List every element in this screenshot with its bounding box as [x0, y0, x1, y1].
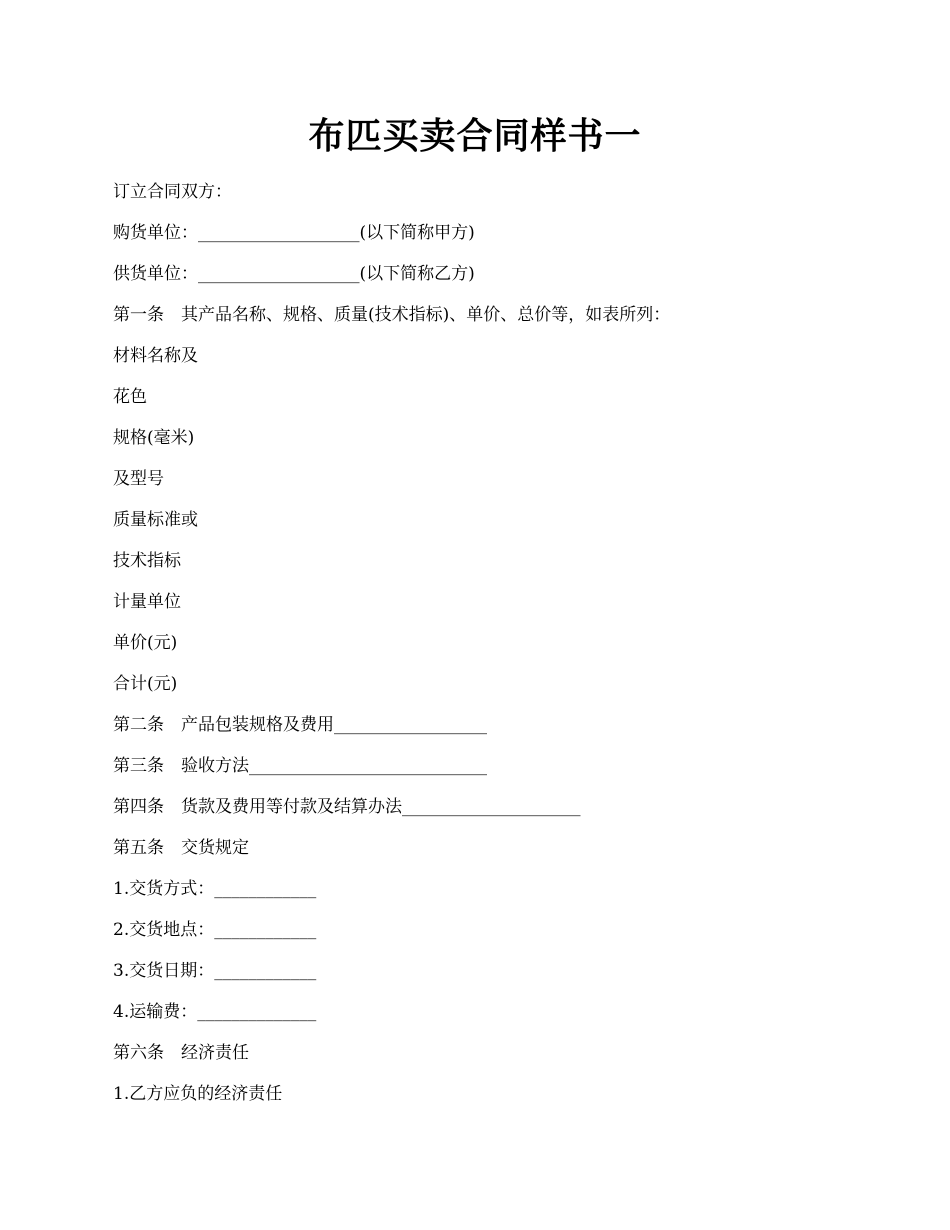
paragraph-buyer: 购货单位：___________________(以下简称甲方) [113, 223, 475, 243]
paragraph-supplier: 供货单位：___________________(以下简称乙方) [113, 264, 475, 284]
document-body [113, 180, 873, 1123]
table-header-quality-standard: 质量标准或 [113, 510, 198, 530]
table-header-total: 合计(元) [113, 674, 178, 694]
article-6: 第六条 经济责任 [113, 1043, 249, 1063]
table-header-model: 及型号 [113, 469, 164, 489]
article-4: 第四条 货款及费用等付款及结算办法_____________________ [113, 797, 581, 817]
table-header-spec: 规格(毫米) [113, 428, 195, 448]
table-header-technical-index: 技术指标 [113, 551, 181, 571]
document-title: 布匹买卖合同样书一 [308, 115, 642, 157]
delivery-method: 1.交货方式：____________ [113, 879, 317, 899]
delivery-location: 2.交货地点：____________ [113, 920, 317, 940]
table-header-unit-price: 单价(元) [113, 633, 178, 653]
article-5: 第五条 交货规定 [113, 838, 249, 858]
transport-fee: 4.运输费：______________ [113, 1002, 317, 1022]
article-1: 第一条 其产品名称、规格、质量(技术指标)、单价、总价等，如表所列： [113, 305, 671, 325]
delivery-date: 3.交货日期：____________ [113, 961, 317, 981]
table-header-unit: 计量单位 [113, 592, 181, 612]
article-3: 第三条 验收方法____________________________ [113, 756, 487, 776]
table-header-material-name: 材料名称及 [113, 346, 198, 366]
article-2: 第二条 产品包装规格及费用__________________ [113, 715, 487, 735]
liability-party-b: 1.乙方应负的经济责任 [113, 1084, 283, 1104]
paragraph-parties: 订立合同双方： [113, 182, 232, 202]
table-header-color: 花色 [113, 387, 147, 407]
